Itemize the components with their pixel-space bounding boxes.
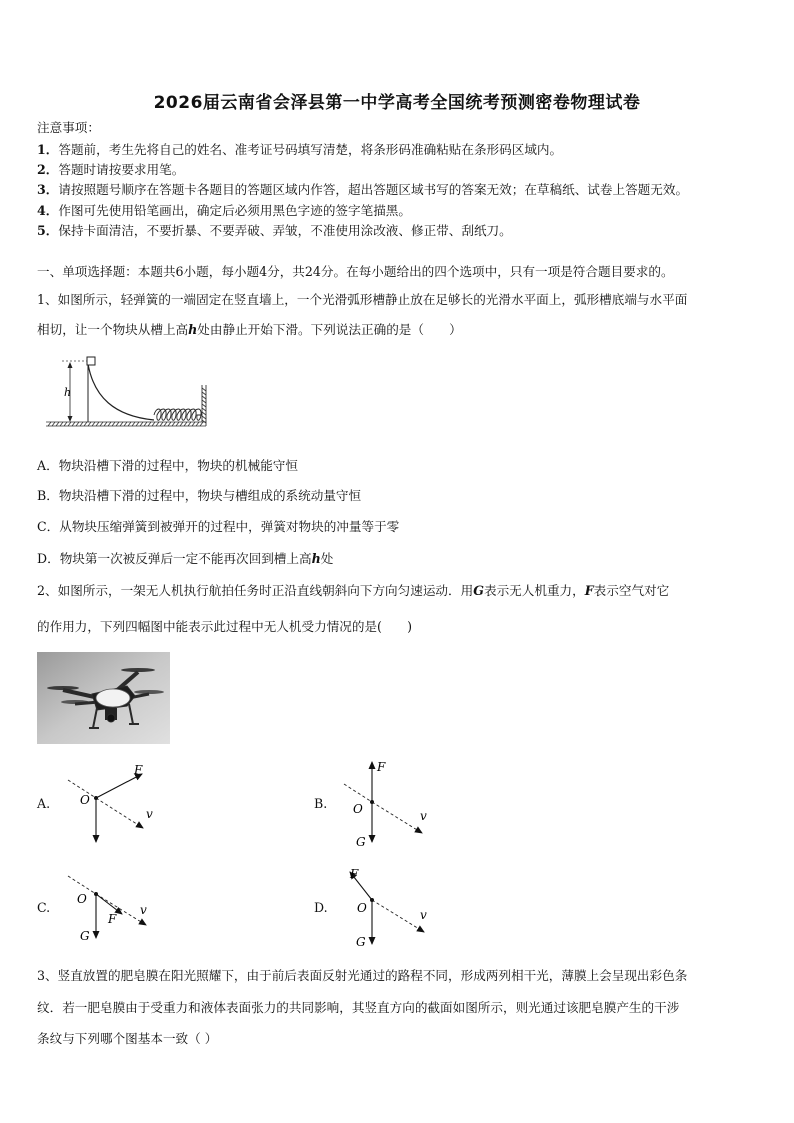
velocity-arrow (372, 802, 422, 833)
q1-stem-line2: 相切，让一个物块从槽上高h处由静止开始下滑。下列说法正确的是（ ） (37, 322, 462, 337)
q2-option-a-diagram (60, 760, 170, 845)
q2-stem-line1: 2、如图所示，一架无人机执行航拍任务时正沿直线朝斜向下方向匀速运动．用G表示无人机重力，F表示空气对它 (37, 583, 670, 598)
label-g: G (80, 929, 90, 943)
label-f: F (108, 912, 117, 926)
force-f-arrow (96, 774, 142, 798)
q2-option-a-label: A. (37, 796, 51, 811)
velocity-arrow (372, 900, 424, 932)
q2-option-c-label: C. (37, 900, 51, 915)
q1-stem-line1: 1、如图所示，轻弹簧的一端固定在竖直墙上，一个光滑弧形槽静止放在足够长的光滑水平面上，弧形槽底端与水平面 (37, 292, 688, 307)
q1-fig-h-label: h (64, 386, 72, 399)
label-f: F (350, 867, 359, 881)
q1-curved-slot (88, 364, 154, 420)
section-heading: 一、单项选择题：本题共6小题，每小题4分，共24分。在每小题给出的四个选项中，只有一项是符合题目要求的。 (37, 264, 674, 279)
page-title: 2026届云南省会泽县第一中学高考全国统考预测密卷物理试卷 (153, 93, 641, 113)
q3-stem-line2: 纹．若一肥皂膜由于受重力和液体表面张力的共同影响，其竖直方向的截面如图所示，则光通过该肥皂膜产生的干涉 (37, 1000, 680, 1015)
q1-block (87, 357, 95, 365)
q1-option-b: B．物块沿槽下滑的过程中，物块与槽组成的系统动量守恒 (37, 488, 362, 503)
q3-stem-line1: 3、竖直放置的肥皂膜在阳光照耀下，由于前后表面反射光通过的路程不同，形成两列相干光，薄膜上会呈现出彩色条 (37, 968, 688, 983)
q2-option-c-diagram (60, 868, 170, 948)
label-v: v (140, 903, 147, 917)
label-o: O (80, 793, 90, 807)
label-v: v (420, 908, 427, 922)
label-o: O (353, 802, 363, 816)
notice-item-3: 3．请按照题号顺序在答题卡各题目的答题区域内作答，超出答题区域书写的答案无效；在草稿纸、试卷上答题无效。 (37, 182, 689, 197)
label-o: O (357, 901, 367, 915)
q2-stem-line2: 的作用力，下列四幅图中能表示此过程中无人机受力情况的是( ) (37, 619, 413, 634)
notice-item-2: 2．答题时请按要求用笔。 (37, 162, 185, 177)
q2-option-d-diagram (336, 862, 446, 954)
label-v: v (420, 809, 427, 823)
q2-option-d-label: D. (314, 900, 328, 915)
notice-heading: 注意事项： (37, 120, 100, 135)
q1-spring (154, 409, 202, 420)
notice-item-1: 1．答题前，考生先将自己的姓名、准考证号码填写清楚，将条形码准确粘贴在条形码区域内。 (37, 142, 563, 157)
q1-option-a: A．物块沿槽下滑的过程中，物块的机械能守恒 (37, 458, 298, 473)
q1-option-c: C．从物块压缩弹簧到被弹开的过程中，弹簧对物块的冲量等于零 (37, 519, 400, 534)
velocity-arrow (96, 798, 143, 828)
label-v: v (146, 807, 153, 821)
q2-option-b-label: B. (314, 796, 328, 811)
notice-item-4: 4．作图可先使用铅笔画出，确定后必须用黑色字迹的签字笔描黑。 (37, 203, 411, 218)
notice-item-5: 5．保持卡面清洁，不要折暴、不要弄破、弄皱，不准使用涂改液、修正带、刮纸刀。 (37, 223, 512, 238)
force-f-arrow (96, 894, 122, 914)
label-f: F (134, 763, 143, 777)
q1-option-d: D．物块第一次被反弹后一定不能再次回到槽上高h处 (37, 551, 334, 566)
label-g: G (356, 935, 366, 949)
label-g: G (356, 835, 366, 849)
velocity-arrow (96, 894, 146, 925)
drone-photo (37, 652, 170, 744)
q2-option-b-diagram (336, 756, 446, 851)
label-o: O (77, 892, 87, 906)
q3-stem-line3: 条纹与下列哪个图基本一致（ ） (37, 1031, 218, 1046)
label-f: F (377, 760, 386, 774)
q1-figure (44, 352, 214, 430)
